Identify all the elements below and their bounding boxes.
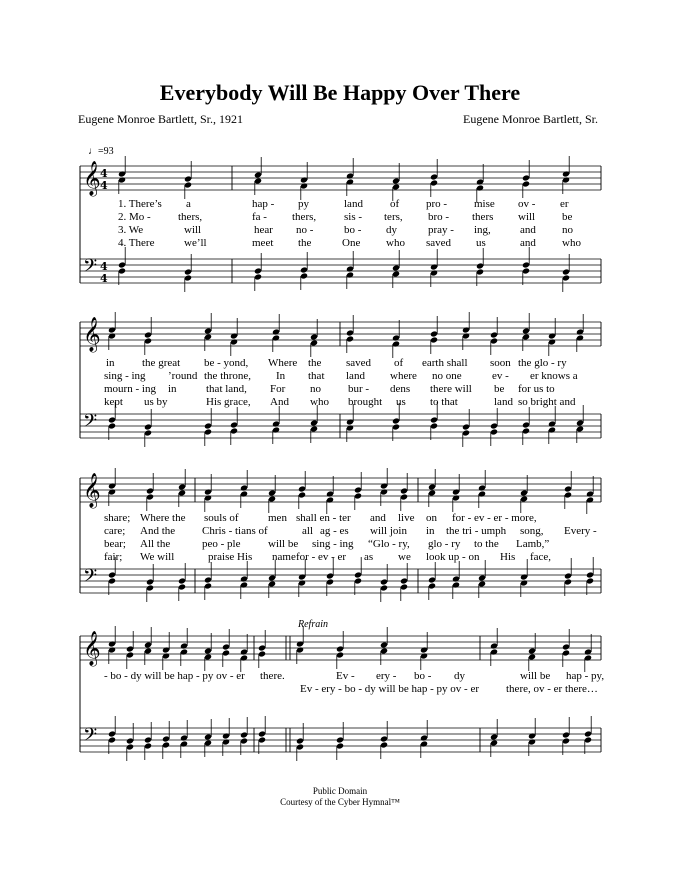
composer-credit: Eugene Monroe Bartlett, Sr. xyxy=(463,112,598,126)
lyric-syllable: soon xyxy=(490,357,511,369)
lyric-syllable: land xyxy=(344,198,363,210)
lyric-syllable: pray - xyxy=(428,224,454,236)
lyric-syllable: 1. There’s xyxy=(118,198,162,210)
lyric-syllable: for us to xyxy=(518,383,555,395)
lyric-syllable: Ev - ery - bo - dy will be hap - py ov - er xyxy=(300,683,480,695)
lyric-syllable: kept xyxy=(104,396,123,408)
lyric-syllable: and xyxy=(520,237,536,249)
lyric-syllable: ag - es xyxy=(320,525,349,537)
lyric-syllable: And xyxy=(270,396,289,408)
lyric-syllable: there will xyxy=(430,383,472,395)
lyric-syllable: Chris - tians of xyxy=(202,525,268,537)
lyric-syllable: fa - xyxy=(252,211,267,223)
lyric-syllable: er xyxy=(560,198,569,210)
lyric-syllable: pro - xyxy=(426,198,448,210)
lyric-syllable: bo - xyxy=(344,224,362,236)
lyric-syllable: land xyxy=(494,396,513,408)
lyric-syllable: the xyxy=(308,357,322,369)
lyric-syllable: bear; xyxy=(104,538,126,550)
lyric-syllable: will be xyxy=(520,670,551,682)
lyric-syllable: saved xyxy=(426,237,452,249)
lyric-syllable: the glo - ry xyxy=(518,357,567,369)
lyric-syllable: bo - xyxy=(414,670,432,682)
lyric-syllable: us by xyxy=(144,396,168,408)
lyric-syllable: the great xyxy=(142,357,181,369)
lyric-syllable: for - ev - er - more, xyxy=(452,512,537,524)
time-signature-icon: 4 xyxy=(100,167,108,180)
lyric-syllable: face, xyxy=(530,551,552,563)
lyric-syllable: will be xyxy=(268,538,299,550)
lyric-syllable: His grace, xyxy=(206,396,251,408)
treble-clef-icon: 𝄞 xyxy=(83,473,101,508)
lyric-syllable: the xyxy=(298,237,312,249)
lyric-syllable: no - xyxy=(296,224,314,236)
lyric-syllable: glo - ry xyxy=(428,538,461,550)
lyric-syllable: be xyxy=(562,211,573,223)
time-signature-icon: 4 xyxy=(100,260,108,273)
lyric-syllable: who xyxy=(562,237,581,249)
lyric-syllable: peo - ple xyxy=(202,538,241,550)
lyric-syllable: One xyxy=(342,237,361,249)
lyric-syllable: shall en - ter xyxy=(296,512,351,524)
lyric-syllable: we’ll xyxy=(184,237,207,249)
lyric-syllable: no one xyxy=(432,370,462,382)
lyric-syllable: earth shall xyxy=(422,357,468,369)
lyric-syllable: mourn - ing xyxy=(104,383,156,395)
lyric-syllable: ov - xyxy=(518,198,536,210)
lyric-syllable: ters, xyxy=(384,211,403,223)
lyric-syllable: care; xyxy=(104,525,126,537)
lyric-syllable: meet xyxy=(252,237,274,249)
lyric-syllable: All the xyxy=(140,538,171,550)
lyric-syllable: ery - xyxy=(376,670,397,682)
treble-clef-icon: 𝄞 xyxy=(83,631,101,666)
lyric-syllable: brought xyxy=(348,396,383,408)
lyric-syllable: song, xyxy=(520,525,544,537)
lyric-syllable: on xyxy=(426,512,437,524)
footer-copyright xyxy=(0,786,680,808)
lyric-syllable: we xyxy=(398,551,411,563)
lyric-syllable: of xyxy=(390,198,400,210)
lyric-syllable: er knows a xyxy=(530,370,578,382)
lyric-syllable: saved xyxy=(346,357,372,369)
treble-clef-icon: 𝄞 xyxy=(83,161,101,196)
lyric-syllable: a xyxy=(186,198,191,210)
lyric-syllable: praise His xyxy=(208,551,253,563)
lyric-syllable: will xyxy=(518,211,536,223)
lyric-syllable: there. xyxy=(260,670,285,682)
lyric-syllable: be xyxy=(494,383,505,395)
lyric-syllable: us xyxy=(396,396,406,408)
lyric-syllable: the tri - umph xyxy=(446,525,507,537)
lyric-syllable: thers, xyxy=(292,211,317,223)
lyric-syllable: py xyxy=(298,198,309,210)
lyric-syllable: that xyxy=(308,370,325,382)
lyric-syllable: sing - ing xyxy=(104,370,146,382)
lyric-syllable: Where the xyxy=(140,512,186,524)
lyric-syllable: ’round xyxy=(168,370,198,382)
tempo-marking: ♩=93 xyxy=(88,146,114,157)
lyric-syllable: there, ov - er there… xyxy=(506,683,598,695)
bass-clef-icon: 𝄢 xyxy=(83,725,98,750)
lyric-syllable: where xyxy=(390,370,417,382)
treble-clef-icon: 𝄞 xyxy=(83,317,101,352)
lyric-syllable: Lamb,” xyxy=(516,538,550,550)
source-line: Courtesy of the Cyber Hymnal™ xyxy=(280,797,400,807)
lyricist-credit: Eugene Monroe Bartlett, Sr., 1921 xyxy=(78,112,243,126)
lyric-syllable: thers, xyxy=(178,211,203,223)
lyric-syllable: thers xyxy=(472,211,494,223)
copyright-line: Public Domain xyxy=(312,786,368,796)
lyric-syllable: ing, xyxy=(474,224,491,236)
bass-clef-icon: 𝄢 xyxy=(83,256,98,281)
lyric-syllable: His xyxy=(500,551,516,563)
lyric-syllable: Every - xyxy=(564,525,597,537)
lyric-syllable: And the xyxy=(140,525,176,537)
lyric-syllable: will xyxy=(184,224,202,236)
lyric-syllable: mise xyxy=(474,198,495,210)
lyric-syllable: will join xyxy=(370,525,407,537)
lyric-syllable: in xyxy=(426,525,435,537)
lyric-syllable: For xyxy=(270,383,286,395)
lyric-syllable: bur - xyxy=(348,383,370,395)
lyric-syllable: share; xyxy=(104,512,131,524)
time-signature-icon: 4 xyxy=(100,179,108,192)
hymn-title: Everybody Will Be Happy Over There xyxy=(159,80,521,105)
lyric-syllable: hap - xyxy=(252,198,275,210)
lyric-syllable: Ev - xyxy=(336,670,355,682)
lyric-syllable: to the xyxy=(474,538,499,550)
lyric-syllable: no xyxy=(310,383,321,395)
time-signature-icon: 4 xyxy=(100,272,108,285)
lyric-syllable: sis - xyxy=(344,211,363,223)
lyric-syllable: the throne, xyxy=(204,370,252,382)
lyric-syllable: name xyxy=(272,551,296,563)
lyric-syllable: souls of xyxy=(204,512,239,524)
lyric-syllable: and xyxy=(370,512,386,524)
lyric-syllable: ev - xyxy=(492,370,509,382)
lyric-syllable: Where xyxy=(268,357,298,369)
lyric-syllable: sing - ing xyxy=(312,538,354,550)
lyric-syllable: in xyxy=(106,357,115,369)
lyric-syllable: hear xyxy=(254,224,273,236)
lyric-syllable: In xyxy=(276,370,286,382)
lyric-syllable: so bright and xyxy=(518,396,576,408)
lyric-syllable: no xyxy=(562,224,573,236)
lyric-syllable: who xyxy=(310,396,329,408)
lyric-syllable: bro - xyxy=(428,211,450,223)
lyric-syllable: We will xyxy=(140,551,175,563)
lyric-syllable: dy xyxy=(386,224,397,236)
lyric-syllable: be - yond, xyxy=(204,357,249,369)
bass-clef-icon: 𝄢 xyxy=(83,411,98,436)
refrain-label: Refrain xyxy=(298,619,328,630)
lyric-syllable: live xyxy=(398,512,415,524)
lyric-syllable: to that xyxy=(430,396,458,408)
lyric-syllable: 4. There xyxy=(118,237,155,249)
lyric-syllable: 2. Mo - xyxy=(118,211,151,223)
lyric-syllable: as xyxy=(364,551,374,563)
lyric-syllable: in xyxy=(168,383,177,395)
lyric-syllable: men xyxy=(268,512,287,524)
lyric-syllable: dens xyxy=(390,383,411,395)
lyric-syllable: hap - py, xyxy=(566,670,605,682)
lyric-syllable: all xyxy=(302,525,313,537)
lyric-syllable: of xyxy=(394,357,404,369)
lyric-syllable: 3. We xyxy=(118,224,144,236)
lyric-syllable: who xyxy=(386,237,405,249)
lyric-syllable: for - ev - er xyxy=(296,551,347,563)
lyric-syllable: that land, xyxy=(206,383,247,395)
lyric-syllable: land xyxy=(346,370,365,382)
lyric-syllable: and xyxy=(520,224,536,236)
lyric-syllable: look up - on xyxy=(426,551,480,563)
lyric-syllable: dy xyxy=(454,670,465,682)
lyric-syllable: “Glo - ry, xyxy=(368,538,410,550)
lyric-syllable: - bo - dy will be hap - py ov - er xyxy=(104,670,245,682)
bass-clef-icon: 𝄢 xyxy=(83,566,98,591)
lyric-syllable: us xyxy=(476,237,486,249)
lyric-syllable: fair; xyxy=(104,551,123,563)
